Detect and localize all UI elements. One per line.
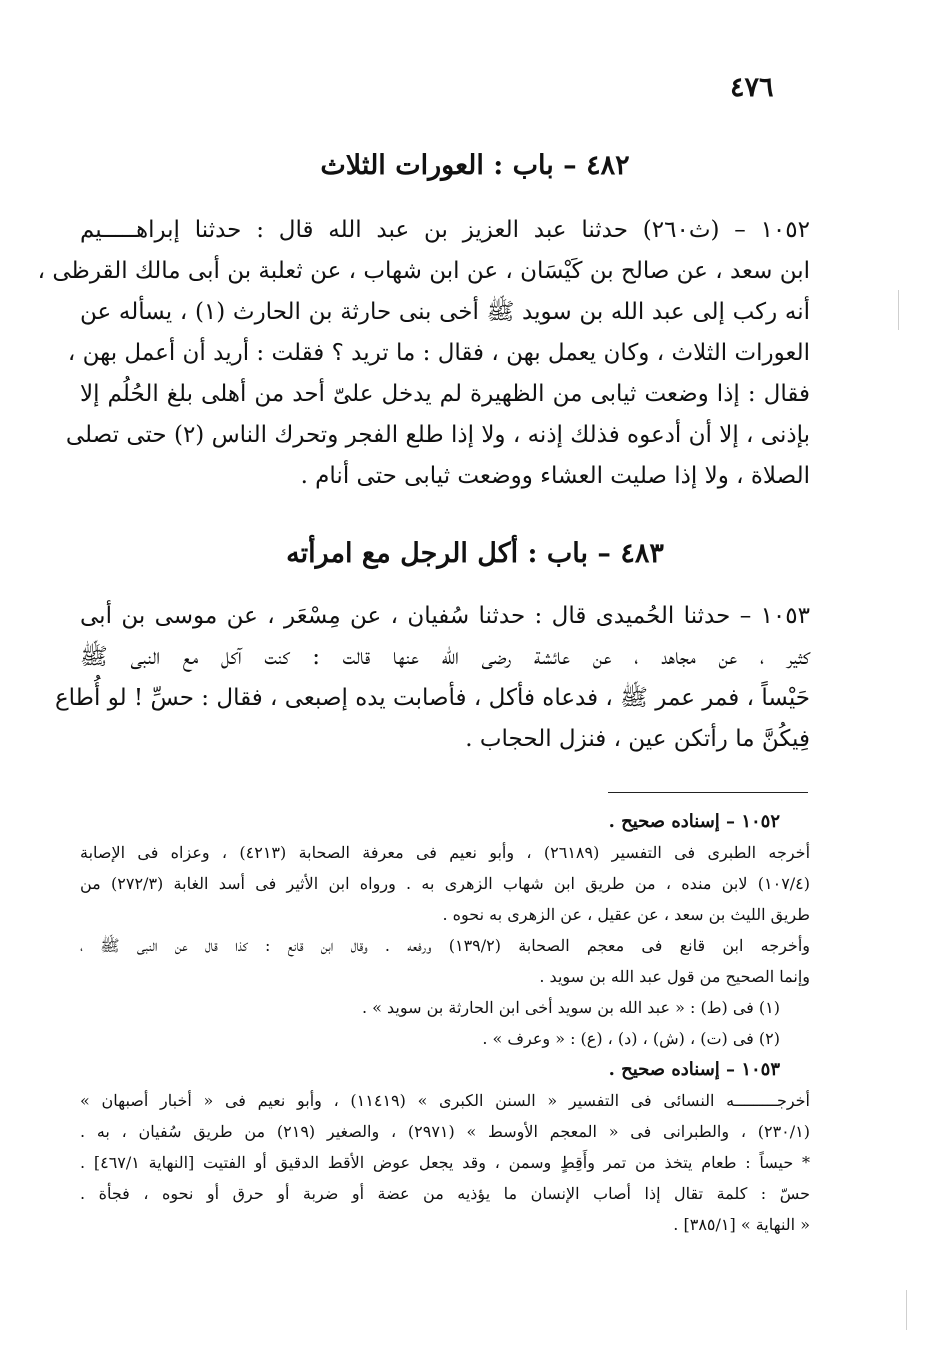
footnote-line: أخرجـــــــــه النسائى فى التفسير « السنن الكبرى » (١١٤١٩) ، وأبو نعيم فى « أخبار أصبهان » (80, 1091, 810, 1110)
text-line: فقال : إذا وضعت ثيابى من الظهيرة لم يدخل علىّ أحد من أهلى بلغ الحُلُم إلا (80, 381, 810, 407)
text-line: أنه ركب إلى عبد الله بن سويد ﷺ أخى بنى حارثة بن الحارث (١) ، يسأله عن (80, 299, 811, 325)
footnote-line: طريق الليث بن سعد ، عن عقيل ، عن الزهرى به نحوه . (442, 905, 810, 924)
chapter-heading-483: ٤٨٣ – باب : أكل الرجل مع امرأته (286, 538, 664, 569)
gutter-line (906, 1290, 907, 1330)
footnote-line: * حيساً : طعام يتخذ من تمر وأَقِطٍ وسمن ، وقد يجعل عوض الأقط الدقيق أو الفتيت [النهاية ٤٦٧/١] . (80, 1153, 810, 1172)
text-line: كثير ، عن مجاهد ، عن عائشة رضى الله عنها قالت : كنت آكل مع النبى ﷺ (80, 644, 810, 670)
hadith-1052-text (37, 210, 811, 497)
text-line: ابن سعد ، عن صالح بن كَيْسَان ، عن ابن شهاب ، عن ثعلبة بن أبى مالك القرظى ، (37, 258, 810, 284)
text-line: حَيْساً ، فمر عمر ﷺ ، فدعاه فأكل ، فأصابت يده إصبعى ، فقال : حسِّ ! لو أُطاع (54, 685, 810, 711)
footnote-heading: ١٠٥٢ – إسناده صحيح . (608, 811, 780, 832)
text-line: ١٠٥٣ – حدثنا الحُميدى قال : حدثنا سُفيان ، عن مِسْعَر ، عن موسى بن أبى (80, 603, 810, 629)
footnote-line: « النهاية » [٣٨٥/١] . (673, 1215, 810, 1234)
footnote-line: (٢٣٠/١) ، والطبرانى فى « المعجم الأوسط » (٢٩٧١) ، والصغير (٢١٩) من طريق سُفيان ، به . (80, 1122, 810, 1141)
footnote-line: حسّ : كلمة تقال إذا أصاب الإنسان ما يؤذيه من عضة أو ضربة أو حرق أو نحوه ، فجأة . (80, 1184, 810, 1203)
footnotes (80, 806, 810, 1240)
footnote-line: (١) فى (ط) : « عبد الله بن سويد أخى ابن الحارثة بن سويد » . (361, 998, 780, 1017)
footnote-line: (١٠٧/٤) لابن منده ، من طريق ابن شهاب الزهرى به . ورواه ابن الأثير فى أسد الغابة (٢٧٢/٣) من (80, 874, 811, 893)
chapter-heading-482: ٤٨٢ – باب : العورات الثلاث (320, 150, 630, 181)
footnote-divider (608, 792, 808, 793)
hadith-1053-text (54, 596, 810, 760)
footnote-line: وأخرجه ابن قانع فى معجم الصحابة (١٣٩/٢) ورفعه . وقال ابن قانع : كذا قال عن النبى ﷺ ، (80, 936, 810, 955)
page-number: ٤٧٦ (730, 72, 774, 103)
text-line: ١٠٥٢ – (ث٢٦٠) حدثنا عبد العزيز بن عبد الله قال : حدثنا إبراهـــــيم (80, 217, 810, 243)
text-line: بإذنى ، إلا أن أدعوه فذلك إذنه ، ولا إذا طلع الفجر وتحرك الناس (٢) حتى تصلى (65, 422, 810, 448)
footnote-line: وإنما الصحيح من قول عبد الله بن سويد . (539, 967, 810, 986)
footnote-line: أخرجه الطبرى فى التفسير (٢٦١٨٩) ، وأبو نعيم فى معرفة الصحابة (٤٢١٣) ، وعزاه فى الإصابة (80, 843, 811, 862)
text-line: فِيكُنَّ ما رأتكن عين ، فنزل الحجاب . (465, 726, 810, 752)
footnote-line: (٢) فى (ت) ، (ش) ، (د) ، (ع) : « وعرف » . (482, 1029, 780, 1048)
gutter-line (898, 290, 899, 330)
text-line: العورات الثلاث ، وكان يعمل بهن ، فقال : ما تريد ؟ فقلت : أريد أن أعمل بهن ، (67, 340, 810, 366)
text-line: الصلاة ، ولا إذا صليت العشاء ووضعت ثيابى حتى أنام . (300, 463, 810, 489)
footnote-heading: ١٠٥٣ – إسناده صحيح . (608, 1059, 780, 1080)
